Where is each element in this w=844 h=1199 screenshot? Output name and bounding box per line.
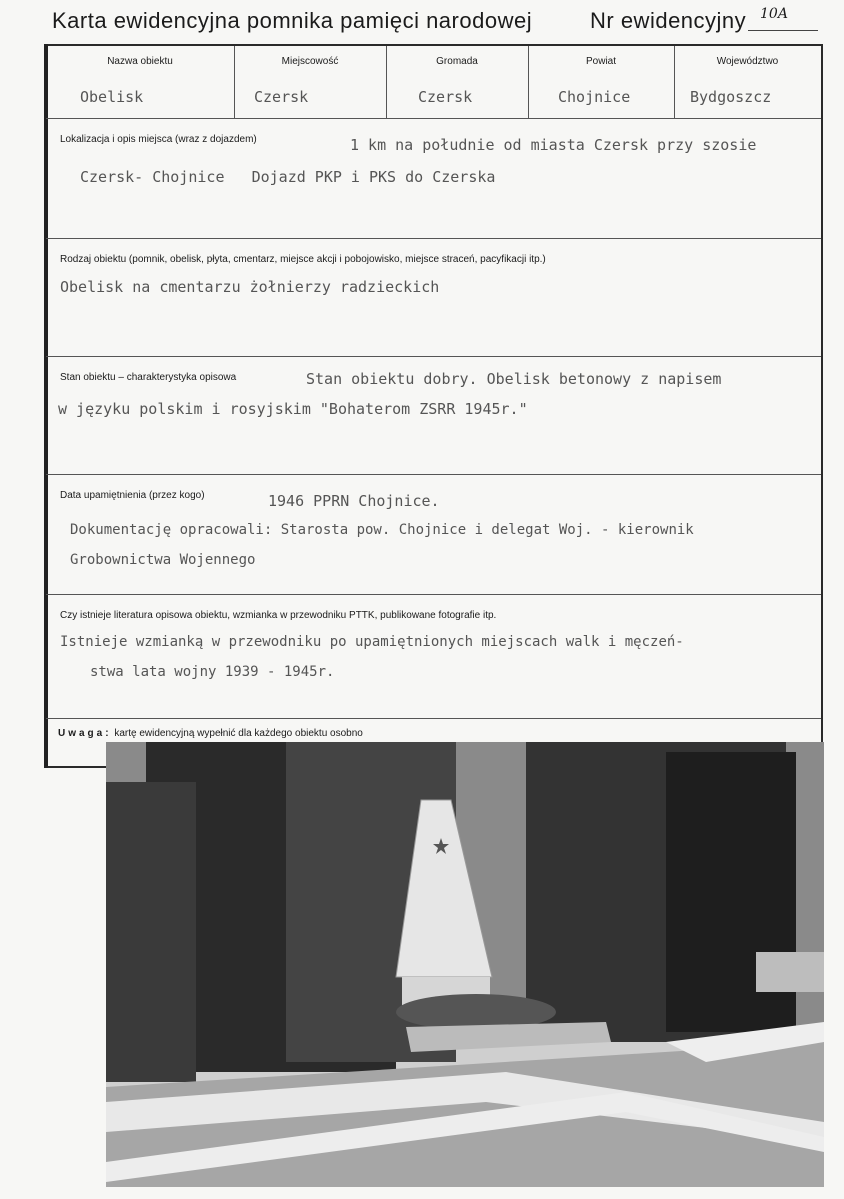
section-stan bbox=[46, 356, 821, 475]
cell-value: Obelisk bbox=[80, 88, 144, 106]
header-row bbox=[46, 46, 821, 119]
footer-note bbox=[58, 728, 363, 739]
cell-wojewodztwo bbox=[674, 46, 821, 118]
cell-miejscowosc bbox=[234, 46, 387, 118]
section-label: Czy istnieje literatura opisowa obiektu, wzmianka w przewodniku PTTK, publikowane fotografie itp. bbox=[60, 610, 497, 621]
typed-line: Obelisk na cmentarzu żołnierzy radzieckich bbox=[60, 278, 440, 296]
typed-line: Czersk- Chojnice Dojazd PKP i PKS do Czerska bbox=[80, 168, 496, 186]
cell-label: Powiat bbox=[585, 56, 616, 67]
section-label: Rodzaj obiektu (pomnik, obelisk, płyta, cmentarz, miejsce akcji i pobojowisko, miejsce straceń, pacyfikacji itp.) bbox=[60, 254, 546, 265]
cell-value: Bydgoszcz bbox=[690, 88, 772, 106]
photo-illustration bbox=[106, 742, 824, 1187]
nr-underline bbox=[748, 30, 818, 31]
typed-line: w języku polskim i rosyjskim "Bohaterom ZSRR 1945r." bbox=[58, 400, 528, 418]
section-label: Data upamiętnienia (przez kogo) bbox=[60, 490, 205, 501]
cell-label: Nazwa obiektu bbox=[107, 56, 173, 67]
cell-powiat bbox=[528, 46, 675, 118]
section-label: Stan obiektu – charakterystyka opisowa bbox=[60, 372, 237, 383]
typed-line: Dokumentację opracowali: Starosta pow. Chojnice i delegat Woj. - kierownik bbox=[70, 522, 694, 538]
typed-line: Grobownictwa Wojennego bbox=[70, 552, 256, 568]
section-literatura bbox=[46, 594, 821, 719]
typed-line: 1946 PPRN Chojnice. bbox=[268, 492, 440, 510]
cell-value: Czersk bbox=[418, 88, 473, 106]
nr-value: 10A bbox=[760, 6, 788, 22]
cell-label: Miejscowość bbox=[281, 56, 339, 67]
typed-line: 1 km na południe od miasta Czersk przy szosie bbox=[350, 136, 757, 154]
section-lokalizacja bbox=[46, 118, 821, 239]
cell-nazwa bbox=[46, 46, 235, 118]
nr-label: Nr ewidencyjny bbox=[590, 8, 747, 33]
note-text: kartę ewidencyjną wypełnić dla każdego obiektu osobno bbox=[114, 728, 363, 739]
section-rodzaj bbox=[46, 238, 821, 357]
card-title: Karta ewidencyjna pomnika pamięci narodowej bbox=[52, 8, 533, 33]
cell-label: Województwo bbox=[716, 56, 779, 67]
cell-value: Chojnice bbox=[558, 88, 631, 106]
section-label: Lokalizacja i opis miejsca (wraz z dojazdem) bbox=[60, 134, 257, 145]
typed-line: Stan obiektu dobry. Obelisk betonowy z napisem bbox=[306, 370, 722, 388]
typed-line: Istnieje wzmianką w przewodniku po upamiętnionych miejscach walk i męczeń- bbox=[60, 634, 684, 650]
typed-line: stwa lata wojny 1939 - 1945r. bbox=[90, 664, 335, 680]
note-prefix: Uwaga: bbox=[58, 728, 112, 739]
section-data bbox=[46, 474, 821, 595]
cell-gromada bbox=[386, 46, 529, 118]
cell-label: Gromada bbox=[436, 56, 478, 67]
monument-photo bbox=[106, 742, 824, 1187]
cell-value: Czersk bbox=[254, 88, 309, 106]
